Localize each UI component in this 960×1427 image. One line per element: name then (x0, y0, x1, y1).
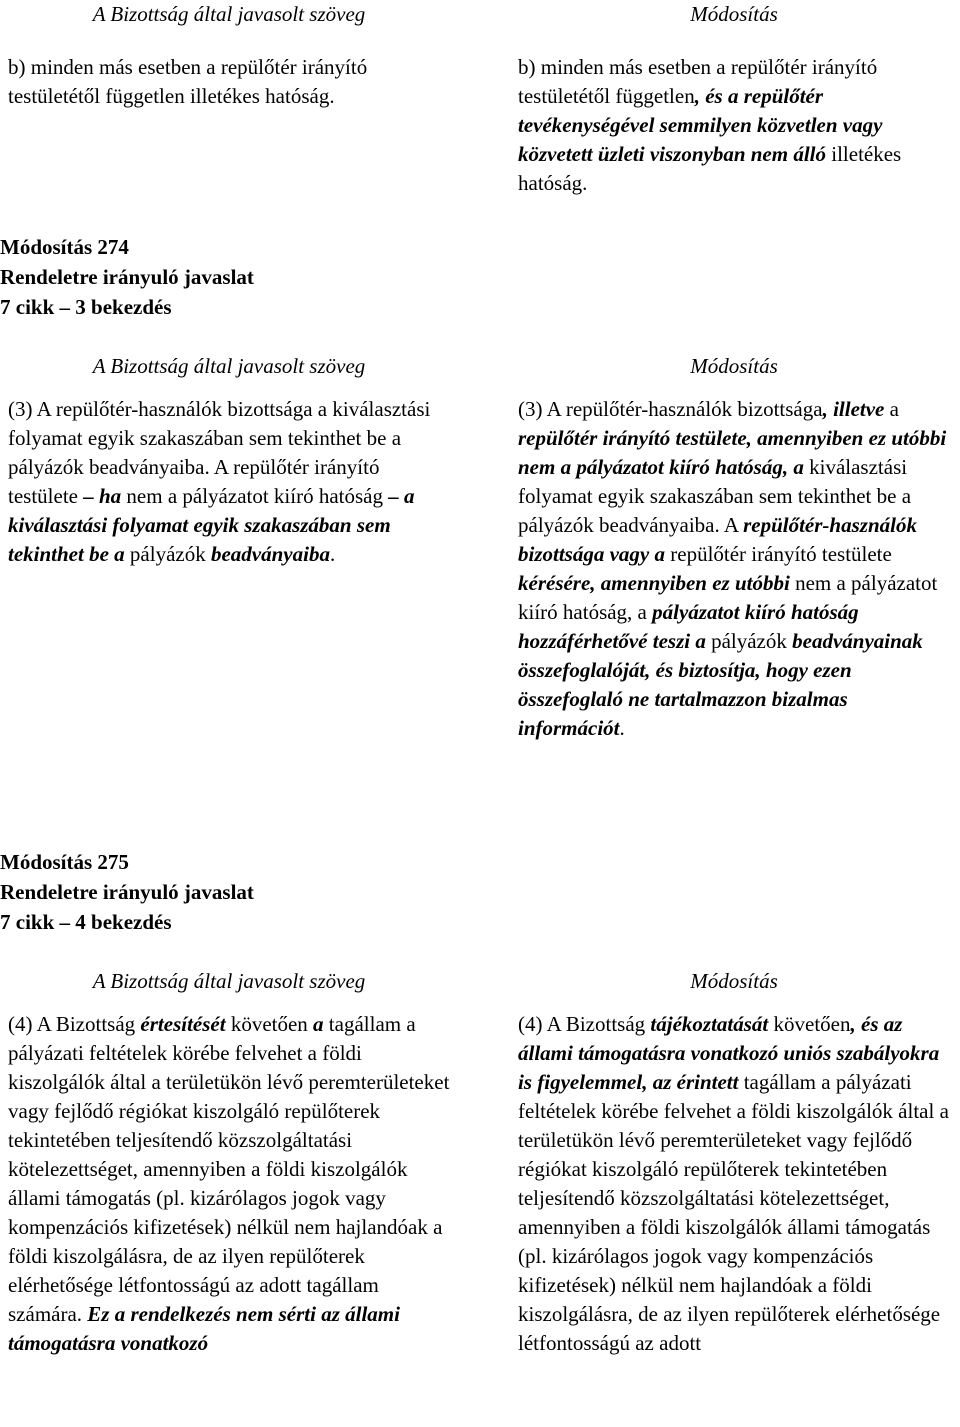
text-run: pályázók (705, 629, 793, 653)
amendment-275 (0, 847, 960, 1358)
left-column-header: A Bizottság által javasolt szöveg (92, 354, 366, 378)
text-run: b) minden más esetben a repülőtér irányító testületétől független (518, 55, 878, 108)
right-column-header: Módosítás (690, 354, 778, 378)
emphasized-text-run: kérésére, amennyiben ez utóbbi (518, 571, 790, 595)
emphasized-text-run: értesítését (140, 1012, 226, 1036)
text-run: (4) A Bizottság (8, 1012, 141, 1036)
left-text (8, 1010, 450, 1358)
text-run: (3) A repülőtér-használók bizottsága (518, 397, 823, 421)
text-run: a (884, 397, 899, 421)
emphasized-text-run: beadványainak összefoglalóját, és biztosítja, hogy ezen összefoglaló ne tartalmazzon bizalmas információt (518, 629, 923, 740)
right-column-header: Módosítás (690, 969, 778, 993)
emphasized-text-run: pályázatot kiíró hatóság hozzáférhetővé teszi a (518, 600, 859, 653)
text-row (0, 53, 960, 198)
amendment-kind: Rendeletre irányuló javaslat (0, 265, 254, 289)
emphasized-text-run: – ha (83, 484, 122, 508)
left-column-header: A Bizottság által javasolt szöveg (92, 2, 366, 26)
text-run: tagállam a pályázati feltételek körébe felvehet a földi kiszolgálók által a területükön lévő peremterületeket vagy fejlődő régiókat kiszolgáló repülőterek tekintetében teljesítendő közszolgáltatási kötelezettséget, amennyiben a földi kiszolgálók állami támogatás (pl. kizárólagos jogok vagy kompenzációs kifizetések) nélkül nem hajlandóak a földi kiszolgálásra, de az ilyen repülőterek elérhetősége létfontosságú az adott (518, 1070, 949, 1355)
emphasized-text-run: repülőtér-használók bizottsága vagy a (518, 513, 917, 566)
emphasized-text-run: a (313, 1012, 324, 1036)
text-row (0, 1010, 960, 1358)
column-headers (0, 352, 960, 381)
amendment-number: Módosítás 275 (0, 850, 129, 874)
emphasized-text-run: repülőtér irányító testülete, amennyiben ez utóbbi nem a pályázatot kiíró hatóság, a (518, 426, 947, 479)
emphasized-text-run: , és a repülőtér tevékenységével semmilyen közvetlen vagy közvetett üzleti viszonyban nem álló (518, 84, 883, 166)
right-text (518, 395, 950, 743)
text-run: követően (225, 1012, 314, 1036)
left-column-header: A Bizottság által javasolt szöveg (92, 969, 366, 993)
right-column-header: Módosítás (690, 2, 778, 26)
amendment-reference: 7 cikk – 3 bekezdés (0, 295, 172, 319)
emphasized-text-run: , illetve (822, 397, 885, 421)
emphasized-text-run: tájékoztatását (650, 1012, 769, 1036)
text-run: repülőtér irányító testülete (665, 542, 892, 566)
emphasized-text-run: beadványaiba (210, 542, 330, 566)
column-headers (0, 0, 960, 29)
left-text (8, 395, 450, 743)
amendment-number: Módosítás 274 (0, 235, 129, 259)
amendment-kind: Rendeletre irányuló javaslat (0, 880, 254, 904)
amendment-reference: 7 cikk – 4 bekezdés (0, 910, 172, 934)
text-run: pályázók (124, 542, 211, 566)
text-run: . (329, 542, 336, 566)
text-run: (3) A repülőtér-használók bizottsága a kiválasztási folyamat egyik szakaszában sem tekinthet be a pályázók beadványaiba. A repülőtér irányító testülete (8, 397, 431, 508)
text-run: nem a pályázatot kiíró hatóság, a (518, 571, 938, 624)
emphasized-text-run: , és az állami támogatásra vonatkozó uniós szabályokra is figyelemmel, az érintett (518, 1012, 940, 1094)
left-text (8, 53, 450, 198)
emphasized-text-run: Ez a rendelkezés nem sérti az állami támogatásra vonatkozó (8, 1302, 400, 1355)
text-run: nem a pályázatot kiíró hatóság (121, 484, 389, 508)
text-run: illetékes hatóság. (518, 142, 902, 195)
text-row (0, 395, 960, 743)
text-run: követően (768, 1012, 851, 1036)
right-text (518, 1010, 950, 1358)
text-run: (4) A Bizottság (518, 1012, 651, 1036)
emphasized-text-run: – a kiválasztási folyamat egyik szakaszában sem tekinthet be a (8, 484, 415, 566)
right-text (518, 53, 950, 198)
text-run: . (619, 716, 625, 740)
continuation-block (0, 0, 960, 198)
amendment-274 (0, 232, 960, 743)
text-run: kiválasztási folyamat egyik szakaszában sem tekinthet be a pályázók beadványaiba. A (518, 455, 912, 537)
column-headers (0, 967, 960, 996)
text-run: b) minden más esetben a repülőtér irányító testületétől független illetékes hatóság. (8, 55, 368, 108)
text-run: tagállam a pályázati feltételek körébe felvehet a földi kiszolgálók által a területükön lévő peremterületeket vagy fejlődő régiókat kiszolgáló repülőterek tekintetében teljesítendő közszolgáltatási kötelezettséget, amennyiben a földi kiszolgálók állami támogatás (pl. kizárólagos jogok vagy kompenzációs kifizetések) nélkül nem hajlandóak a földi kiszolgálásra, de az ilyen repülőterek elérhetősége létfontosságú az adott tagállam számára. (8, 1012, 450, 1326)
